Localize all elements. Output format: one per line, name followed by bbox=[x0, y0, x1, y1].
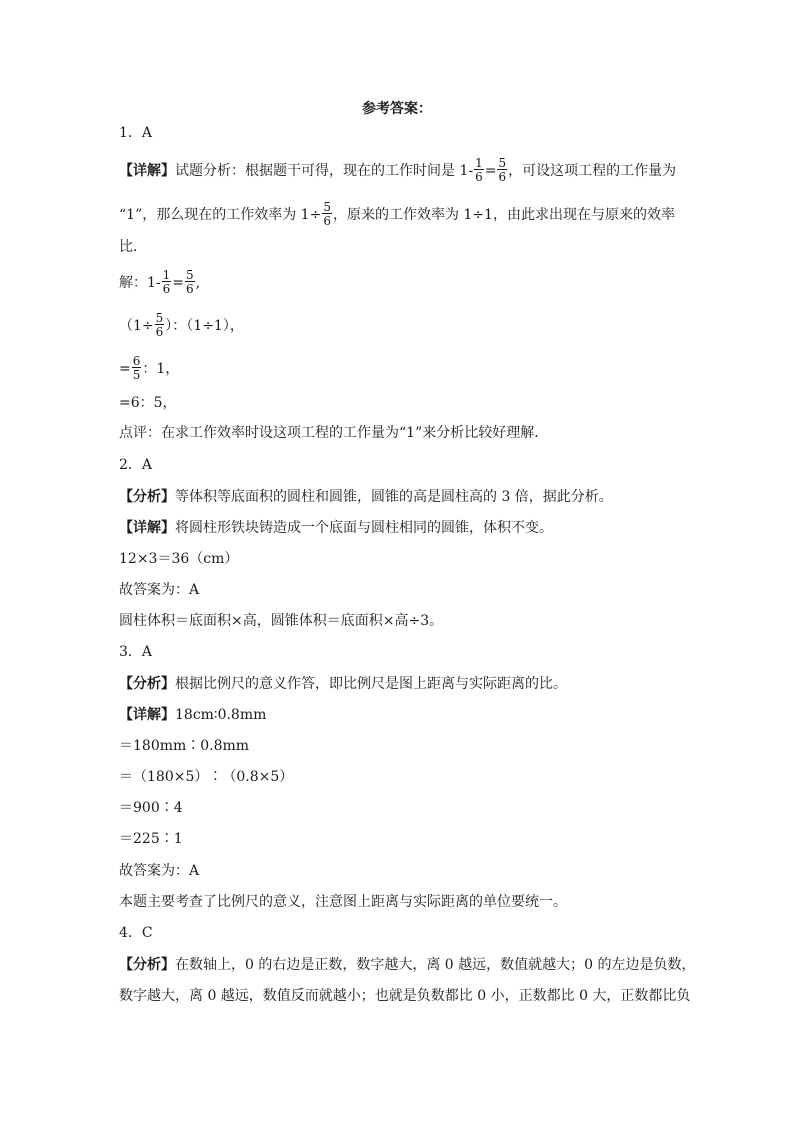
q2-calc: 12×3＝36（cm） bbox=[119, 551, 239, 567]
q3-analysis: 【分析】根据比例尺的意义作答，即比例尺是图上距离与实际距离的比。 bbox=[119, 676, 567, 692]
fraction: $\frac{6}{5}$ bbox=[132, 354, 141, 382]
q1-detail-text-c: ，可设这项工程的工作量为 bbox=[508, 163, 677, 179]
q2-note: 圆柱体积＝底面积×高，圆锥体积＝底面积×高÷3。 bbox=[119, 613, 444, 629]
q1-solution-line-4: =6：5， bbox=[119, 395, 177, 411]
q3-detail: 【详解】18cm∶0.8mm bbox=[119, 707, 267, 723]
q1-solution-line-3: = $\frac{6}{5}$ ：1， bbox=[119, 354, 180, 382]
q3-answer: 故答案为：A bbox=[119, 863, 200, 879]
q2-answer: 故答案为：A bbox=[119, 582, 200, 598]
q3-step-4: ＝225∶1 bbox=[119, 831, 183, 847]
q4-number: 4．C bbox=[119, 925, 153, 941]
q1-detail-text-a: 试题分析：根据题干可得，现在的工作时间是 1- bbox=[175, 163, 474, 179]
fraction: $\frac{5}{6}$ bbox=[186, 268, 194, 296]
q1-detail-line-2: “1”，那么现在的工作效率为 1÷ $\frac{5}{6}$ ，原来的工作效率为 1÷1，由此求出现在与原来的效率 bbox=[119, 200, 675, 228]
fraction: $\frac{1}{6}$ bbox=[162, 268, 171, 296]
q3-step-1: ＝180mm∶0.8mm bbox=[119, 738, 250, 754]
q4-analysis-line-1: 【分析】在数轴上，0 的右边是正数，数字越大，离 0 越远，数值就越大；0 的左边是负数， bbox=[119, 957, 696, 973]
q2-detail-tag: 【详解】 bbox=[119, 520, 175, 536]
q2-number: 2．A bbox=[119, 457, 153, 473]
q2-analysis-tag: 【分析】 bbox=[119, 489, 175, 505]
q3-step-2: ＝（180×5）∶（0.8×5） bbox=[119, 769, 294, 785]
q3-number: 3．A bbox=[119, 644, 153, 660]
q1-detail-line-1: 【详解】试题分析：根据题干可得，现在的工作时间是 1- $\frac{1}{6}$ = $\frac{5}{6}$ ，可设这项工程的工作量为 bbox=[119, 156, 677, 184]
q1-detail-line-3: 比． bbox=[119, 239, 147, 255]
q2-detail: 【详解】将圆柱形铁块铸造成一个底面与圆柱相同的圆锥，体积不变。 bbox=[119, 520, 553, 536]
q3-analysis-tag: 【分析】 bbox=[119, 676, 175, 692]
q4-analysis-tag: 【分析】 bbox=[119, 957, 175, 973]
q1-solution-line-1: 解：1- $\frac{1}{6}$ = $\frac{5}{6}$ , bbox=[119, 268, 201, 296]
q1-comment: 点评：在求工作效率时设这项工程的工作量为“1”来分析比较好理解． bbox=[119, 425, 549, 441]
q3-note: 本题主要考查了比例尺的意义，注意图上距离与实际距离的单位要统一。 bbox=[119, 894, 567, 910]
fraction: $\frac{5}{6}$ bbox=[155, 311, 164, 339]
q1-detail-tag: 【详解】 bbox=[119, 163, 175, 179]
fraction: $\frac{1}{6}$ bbox=[475, 156, 483, 184]
q2-analysis: 【分析】等体积等底面积的圆柱和圆锥，圆锥的高是圆柱高的 3 倍，据此分析。 bbox=[119, 489, 613, 505]
answer-key-title: 参考答案： bbox=[362, 101, 432, 117]
fraction: $\frac{5}{6}$ bbox=[498, 156, 507, 184]
q3-detail-tag: 【详解】 bbox=[119, 707, 175, 723]
fraction: $\frac{5}{6}$ bbox=[323, 200, 331, 228]
q1-solution-line-2: （1÷ $\frac{5}{6}$ ）：（1÷1）， bbox=[119, 311, 244, 339]
q3-step-3: ＝900∶4 bbox=[119, 800, 183, 816]
q1-number: 1．A bbox=[119, 125, 153, 141]
q4-analysis-line-2: 数字越大，离 0 越远，数值反而就越小；也就是负数都比 0 小，正数都比 0 大，正数都比负 bbox=[119, 988, 691, 1004]
